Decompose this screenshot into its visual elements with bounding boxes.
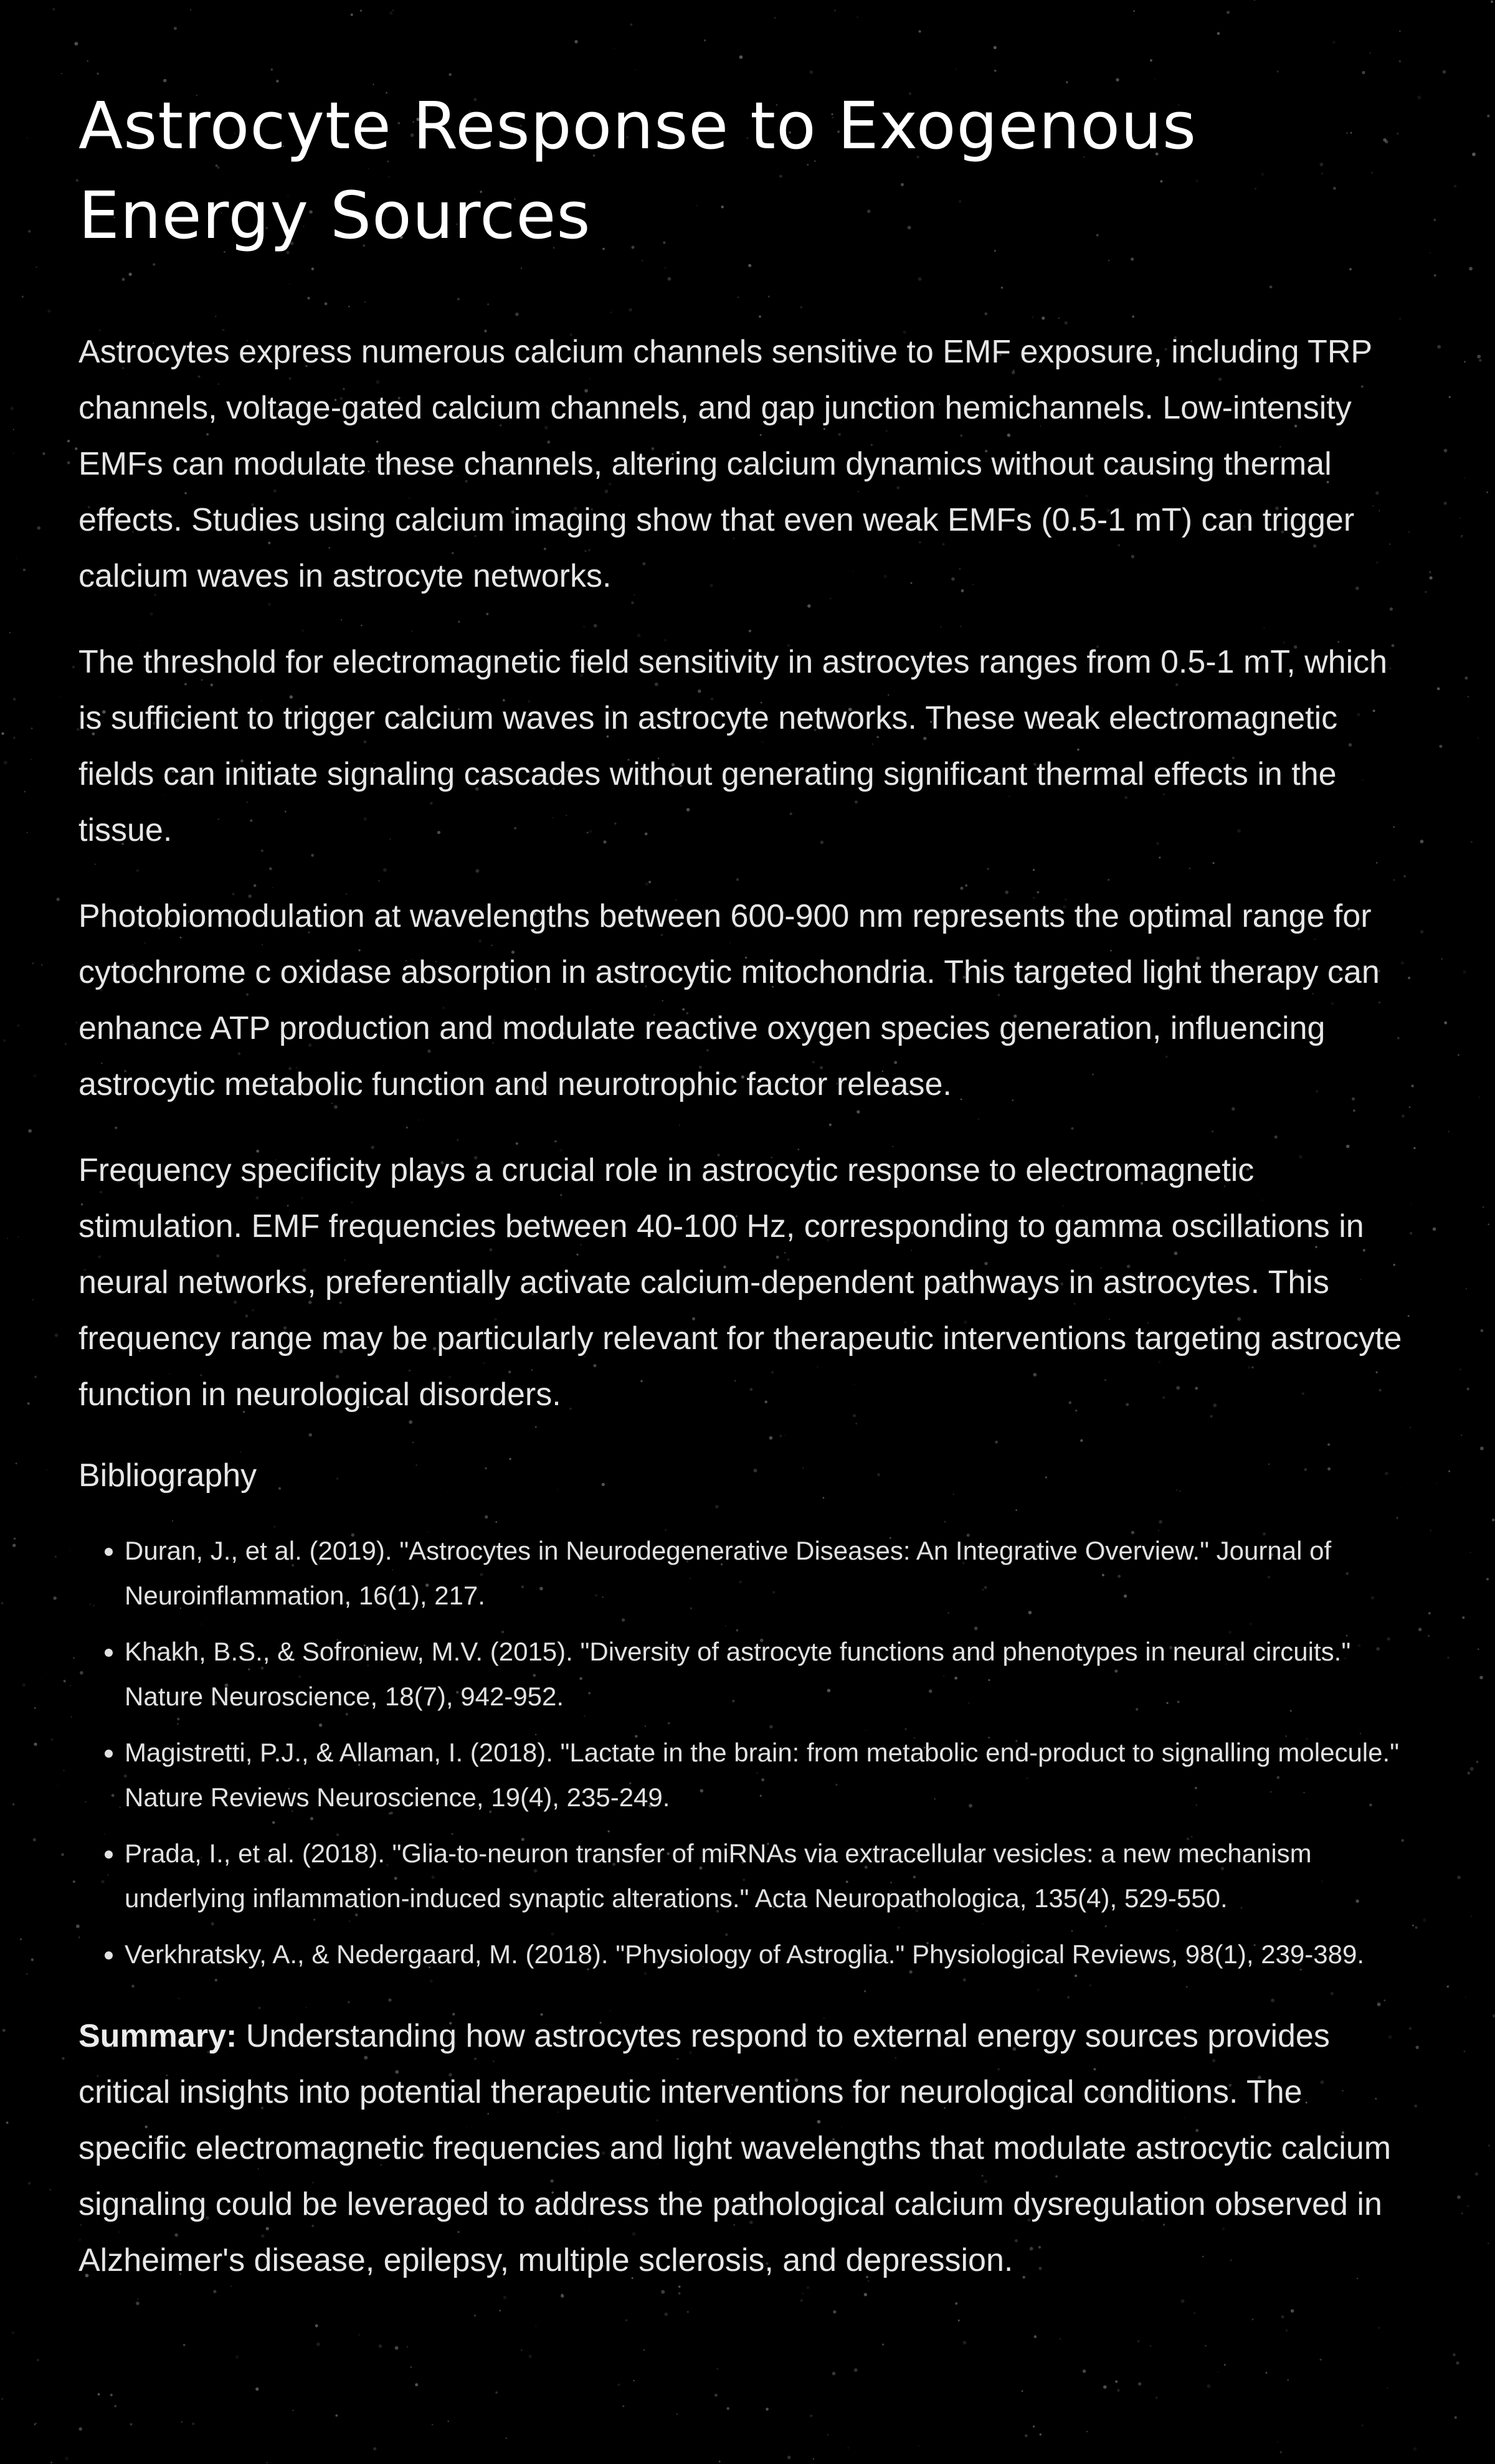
star-speck <box>1437 345 1441 349</box>
star-speck <box>1060 2338 1061 2339</box>
star-speck <box>1103 2386 1107 2389</box>
star-speck <box>1430 1530 1431 1532</box>
star-speck <box>1420 930 1424 934</box>
star-speck <box>1034 2335 1037 2338</box>
star-speck <box>27 137 28 138</box>
star-speck <box>1150 2345 1152 2347</box>
star-speck <box>1463 1434 1464 1435</box>
star-speck <box>50 2462 52 2463</box>
star-speck <box>23 569 26 571</box>
star-speck <box>2 2029 6 2032</box>
star-speck <box>1286 2329 1288 2331</box>
star-speck <box>1441 959 1443 960</box>
star-speck <box>65 2457 69 2460</box>
star-speck <box>1464 2050 1466 2052</box>
star-speck <box>1086 2431 1088 2432</box>
star-speck <box>1461 2213 1463 2214</box>
star-speck <box>69 1550 70 1551</box>
star-speck <box>1207 2384 1211 2388</box>
star-speck <box>26 1973 28 1975</box>
star-speck <box>810 2415 812 2417</box>
star-speck <box>1467 2206 1468 2207</box>
star-speck <box>22 1683 26 1687</box>
star-speck <box>1434 274 1436 277</box>
star-speck <box>335 2414 338 2417</box>
star-speck <box>1483 1206 1484 1208</box>
star-speck <box>1150 59 1152 62</box>
star-speck <box>64 1680 66 1682</box>
star-speck <box>1478 737 1479 739</box>
star-speck <box>1436 1482 1438 1484</box>
star-speck <box>1459 1369 1461 1370</box>
summary-text: Understanding how astrocytes respond to external energy sources provides critical insights into potential therapeutic interventions for neurological conditions. The specific electromagnetic frequencies and light wavelengths that modulate astrocytic calcium signaling could be leveraged to address the pathological calcium dysregulation observed in Alzheimer's disease, epilepsy, multiple sclerosis, and depression. <box>78 2018 1392 2278</box>
star-speck <box>50 1738 54 1741</box>
star-speck <box>1456 2361 1459 2365</box>
star-speck <box>1370 52 1371 54</box>
star-speck <box>1217 2372 1218 2373</box>
star-speck <box>98 2393 100 2395</box>
star-speck <box>1470 1552 1471 1553</box>
star-speck <box>1442 70 1446 73</box>
star-speck <box>1475 2173 1478 2176</box>
star-speck <box>813 2458 814 2460</box>
star-speck <box>1137 2340 1140 2343</box>
star-speck <box>766 2408 769 2411</box>
star-speck <box>32 1299 34 1301</box>
star-speck <box>1362 2425 1364 2427</box>
star-speck <box>34 1743 37 1746</box>
star-speck <box>72 666 75 668</box>
star-speck <box>235 2356 239 2359</box>
star-speck <box>625 2319 627 2321</box>
star-speck <box>78 2427 82 2431</box>
star-speck <box>574 40 577 43</box>
star-speck <box>7 1238 8 1239</box>
star-speck <box>33 1074 36 1077</box>
star-speck <box>130 2423 132 2425</box>
article <box>78 81 1417 2318</box>
star-speck <box>617 2384 620 2386</box>
star-speck <box>1252 2318 1254 2320</box>
star-speck <box>1444 449 1448 453</box>
star-speck <box>73 1657 74 1659</box>
star-speck <box>1491 1 1493 3</box>
star-speck <box>854 2368 858 2372</box>
star-speck <box>1464 361 1466 362</box>
star-speck <box>716 2368 718 2369</box>
star-speck <box>73 1880 75 1883</box>
star-speck <box>1471 841 1473 843</box>
star-speck <box>1459 518 1461 519</box>
star-speck <box>9 632 11 633</box>
star-speck <box>360 10 362 12</box>
star-speck <box>448 73 452 76</box>
star-speck <box>16 1462 17 1464</box>
star-speck <box>1430 252 1431 254</box>
star-speck <box>810 70 814 74</box>
star-speck <box>1 1602 3 1604</box>
star-speck <box>55 1556 57 1558</box>
star-speck <box>994 70 997 72</box>
star-speck <box>13 429 14 430</box>
star-speck <box>1399 31 1401 32</box>
star-speck <box>676 2414 678 2415</box>
star-speck <box>1457 1875 1461 1879</box>
star-speck <box>110 2394 113 2396</box>
star-speck <box>535 2325 537 2327</box>
star-speck <box>1156 2397 1158 2399</box>
star-speck <box>61 73 62 74</box>
star-speck <box>1486 1578 1489 1580</box>
star-speck <box>60 697 61 698</box>
star-speck <box>1454 185 1457 188</box>
star-speck <box>27 1402 30 1405</box>
star-speck <box>292 2410 293 2411</box>
star-speck <box>1320 2359 1322 2361</box>
star-speck <box>1492 1519 1494 1521</box>
star-speck <box>1428 1635 1430 1637</box>
star-speck <box>1254 0 1255 1</box>
star-speck <box>55 1334 59 1337</box>
star-speck <box>63 1770 64 1771</box>
star-speck <box>1287 2379 1288 2381</box>
star-speck <box>1433 1227 1436 1231</box>
star-speck <box>1040 2433 1042 2436</box>
star-speck <box>37 2359 39 2361</box>
star-speck <box>1444 1021 1447 1025</box>
star-speck <box>70 1685 71 1686</box>
star-speck <box>919 30 921 32</box>
star-speck <box>1 2398 3 2400</box>
star-speck <box>53 1596 57 1600</box>
star-speck <box>56 898 59 901</box>
star-speck <box>1154 78 1156 80</box>
star-speck <box>24 791 26 793</box>
star-speck <box>1227 11 1230 14</box>
star-speck <box>1224 2364 1226 2366</box>
star-speck <box>57 1785 58 1786</box>
star-speck <box>13 453 14 454</box>
star-speck <box>1217 32 1220 35</box>
star-speck <box>963 2341 967 2344</box>
star-speck <box>1138 2382 1141 2386</box>
star-speck <box>1280 2451 1282 2453</box>
bibliography-item: • Khakh, B.S., & Sofroniew, M.V. (2015). "Diversity of astrocyte functions and phenotypes in neural circuits." Nature Neuroscience, 18(7), 942-952. <box>125 1629 1417 1719</box>
star-speck <box>1464 676 1468 680</box>
star-speck <box>848 2447 849 2448</box>
star-speck <box>395 2346 399 2350</box>
star-speck <box>1033 2425 1035 2427</box>
star-speck <box>1468 1771 1470 1774</box>
star-speck <box>1458 1054 1459 1056</box>
star-speck <box>1479 359 1481 361</box>
star-speck <box>739 55 743 59</box>
star-speck <box>1453 2353 1456 2356</box>
star-speck <box>316 2343 320 2346</box>
bibliography-item: • Magistretti, P.J., & Allaman, I. (2018). "Lactate in the brain: from metabolic end-product to signalling molecule." Nature Reviews Neuroscience, 19(4), 235-249. <box>125 1730 1417 1820</box>
star-speck <box>76 1022 77 1023</box>
star-speck <box>1457 2196 1461 2199</box>
star-speck <box>174 27 177 30</box>
star-speck <box>1117 2389 1119 2392</box>
star-speck <box>827 2434 828 2435</box>
star-speck <box>27 832 28 833</box>
star-speck <box>1448 1471 1450 1472</box>
star-speck <box>1025 2434 1028 2437</box>
star-speck <box>1472 153 1476 156</box>
star-speck <box>28 2182 31 2184</box>
star-speck <box>183 2344 186 2346</box>
star-speck <box>1428 1612 1431 1614</box>
star-speck <box>1433 219 1436 221</box>
star-speck <box>71 1717 72 1718</box>
star-speck <box>34 1707 36 1709</box>
star-speck <box>643 2349 645 2351</box>
star-speck <box>1488 2144 1491 2147</box>
star-speck <box>17 1025 20 1027</box>
star-speck <box>373 2447 376 2450</box>
star-speck <box>1469 267 1473 270</box>
star-speck <box>1444 502 1447 505</box>
star-speck <box>1477 355 1481 359</box>
paragraph-frequency-specificity: Frequency specificity plays a crucial role in astrocytic response to electromagnetic stimulation. EMF frequencies between 40-100 Hz, corresponding to gamma oscillations in neural networks, preferentially activate calcium-dependent pathways in astrocytes. This frequency range may be particularly relevant for therapeutic interventions targeting astrocyte function in neurological disorders. <box>78 1152 1402 1413</box>
star-speck <box>13 737 15 739</box>
star-speck <box>87 60 88 62</box>
star-speck <box>34 2424 36 2425</box>
star-speck <box>1464 477 1466 479</box>
star-speck <box>1476 1761 1478 1763</box>
star-speck <box>1439 745 1442 748</box>
star-speck <box>1493 2014 1495 2017</box>
star-speck <box>714 2394 718 2397</box>
bibliography-item: • Prada, I., et al. (2018). "Glia-to-neuron transfer of miRNAs via extracellular vesicles: a new mechanism underlying inflammation-induced synaptic alterations." Acta Neuropathologica, 135(4), 529-550. <box>125 1831 1417 1921</box>
star-speck <box>351 14 353 16</box>
star-speck <box>1277 2441 1278 2442</box>
star-speck <box>46 1469 48 1471</box>
star-speck <box>857 17 858 18</box>
star-speck <box>17 1236 19 1238</box>
star-speck <box>1398 60 1401 63</box>
star-speck <box>67 461 70 464</box>
bibliography-item: • Duran, J., et al. (2019). "Astrocytes in Neurodegenerative Diseases: An Integrative Overview." Journal of Neuroinflammation, 16(1), 217. <box>125 1528 1417 1618</box>
star-speck <box>635 69 636 70</box>
star-speck <box>834 9 836 11</box>
star-speck <box>1423 1918 1426 1922</box>
star-speck <box>358 2334 360 2336</box>
star-speck <box>1488 2243 1489 2245</box>
page-title: Astrocyte Response to Exogenous Energy Sources <box>78 88 1197 254</box>
star-speck <box>1437 687 1440 690</box>
star-speck <box>1022 2390 1023 2392</box>
star-speck <box>49 2189 51 2191</box>
star-speck <box>34 1376 37 1378</box>
star-speck <box>1425 591 1426 593</box>
star-speck <box>1205 2345 1206 2346</box>
star-speck <box>75 447 77 450</box>
star-speck <box>20 1938 22 1940</box>
star-speck <box>918 2445 919 2447</box>
star-speck <box>1133 10 1135 12</box>
star-speck <box>271 69 273 71</box>
star-speck <box>97 73 98 75</box>
star-speck <box>12 1543 16 1547</box>
bibliography-heading: Bibliography <box>78 1457 257 1494</box>
paragraph-photobiomodulation: Photobiomodulation at wavelengths between 600-900 nm represents the optimal range for cytochrome c oxidase absorption in astrocytic mitochondria. This targeted light therapy can enhance ATP production and modulate reactive oxygen species generation, influencing astrocytic metabolic function and neurotrophic factor release. <box>78 898 1380 1102</box>
bibliography-list <box>78 1528 1417 1977</box>
summary-label: Summary: <box>78 2018 237 2054</box>
star-speck <box>392 10 394 11</box>
star-speck <box>41 1678 42 1679</box>
star-speck <box>1429 571 1431 574</box>
star-speck <box>506 2438 507 2439</box>
summary-paragraph <box>78 2008 1417 2288</box>
star-speck <box>315 2324 318 2328</box>
star-speck <box>1468 696 1469 698</box>
star-speck <box>633 2380 634 2381</box>
star-speck <box>1362 71 1365 74</box>
star-speck <box>47 310 50 313</box>
star-speck <box>192 2423 194 2425</box>
star-speck <box>1455 2416 1457 2419</box>
star-speck <box>1460 536 1462 538</box>
star-speck <box>882 2344 884 2346</box>
star-speck <box>1447 1657 1450 1659</box>
star-speck <box>33 1838 36 1841</box>
star-speck <box>1115 2381 1118 2383</box>
star-speck <box>28 230 31 233</box>
star-speck <box>994 46 997 49</box>
star-speck <box>614 48 615 49</box>
star-speck <box>41 964 42 965</box>
star-speck <box>1478 1096 1479 1097</box>
star-speck <box>1466 1288 1467 1289</box>
star-speck <box>630 24 632 26</box>
star-speck <box>31 759 32 760</box>
star-speck <box>267 2462 268 2463</box>
star-speck <box>36 267 37 268</box>
star-speck <box>1478 1649 1479 1651</box>
star-speck <box>495 2391 498 2394</box>
star-speck <box>16 558 17 559</box>
star-speck <box>1487 115 1490 118</box>
star-speck <box>255 2387 259 2391</box>
star-speck <box>726 2407 729 2410</box>
star-speck <box>4 761 7 764</box>
star-speck <box>407 2346 408 2348</box>
star-speck <box>379 2344 382 2348</box>
star-speck <box>6 2121 9 2124</box>
star-speck <box>956 69 957 70</box>
star-speck <box>1277 70 1279 72</box>
star-speck <box>12 2331 14 2334</box>
star-speck <box>719 2460 721 2462</box>
star-speck <box>1413 2447 1417 2451</box>
star-speck <box>10 407 14 410</box>
star-speck <box>787 2456 790 2459</box>
star-speck <box>1449 396 1451 398</box>
star-speck <box>704 39 706 41</box>
star-speck <box>22 296 24 298</box>
star-speck <box>447 2420 449 2422</box>
star-speck <box>622 2405 624 2407</box>
star-speck <box>1486 491 1488 493</box>
paragraph-emf-channels: Astrocytes express numerous calcium channels sensitive to EMF exposure, including TRP channels, voltage-gated calcium channels, and gap junction hemichannels. Low-intensity EMFs can modulate these channels, altering calcium dynamics without causing thermal effects. Studies using calcium imaging show that even weak EMFs (0.5-1 mT) can trigger calcium waves in astrocyte networks. <box>78 334 1372 594</box>
star-speck <box>52 8 55 11</box>
star-speck <box>32 962 34 964</box>
star-speck <box>42 452 45 455</box>
star-speck <box>3 1039 6 1041</box>
star-speck <box>432 2424 433 2425</box>
star-speck <box>832 2372 836 2376</box>
star-speck <box>389 11 392 14</box>
star-speck <box>1083 2369 1086 2373</box>
star-speck <box>521 2349 522 2351</box>
star-speck <box>1430 576 1433 579</box>
star-speck <box>37 526 41 530</box>
star-speck <box>1418 1628 1422 1631</box>
star-speck <box>12 1803 14 1805</box>
star-speck <box>1379 2327 1380 2328</box>
star-speck <box>1266 2372 1268 2374</box>
star-speck <box>1466 1388 1469 1390</box>
star-speck <box>1481 1329 1484 1332</box>
star-speck <box>1480 1447 1484 1451</box>
star-speck <box>410 2366 412 2368</box>
star-speck <box>1479 1675 1483 1679</box>
star-speck <box>1 732 4 736</box>
star-speck <box>1332 41 1336 44</box>
star-speck <box>64 1043 67 1045</box>
star-speck <box>1387 2387 1388 2389</box>
star-speck <box>1463 970 1467 974</box>
bibliography-item: • Verkhratsky, A., & Nedergaard, M. (2018). "Physiology of Astroglia." Physiological Reviews, 98(1), 239-389. <box>125 1932 1417 1977</box>
star-speck <box>181 2421 183 2422</box>
star-speck <box>1420 840 1423 843</box>
star-speck <box>28 1129 32 1133</box>
star-speck <box>1470 1767 1474 1771</box>
star-speck <box>1462 1616 1464 1619</box>
star-speck <box>1465 1997 1466 1998</box>
star-speck <box>1447 1986 1449 1988</box>
star-speck <box>14 1538 16 1540</box>
paragraph-emf-threshold: The threshold for electromagnetic field sensitivity in astrocytes ranges from 0.5-1 mT, which is sufficient to trigger calcium waves in astrocyte networks. These weak electromagnetic fields can initiate signaling cascades without generating significant thermal effects in the tissue. <box>78 644 1388 848</box>
star-speck <box>75 42 78 45</box>
star-speck <box>36 2423 37 2424</box>
star-speck <box>1417 96 1421 100</box>
star-speck <box>115 2405 116 2407</box>
star-speck <box>190 9 191 11</box>
star-speck <box>1461 1434 1462 1436</box>
star-speck <box>67 440 70 442</box>
star-speck <box>31 1958 34 1961</box>
star-speck <box>1448 1131 1449 1132</box>
star-speck <box>958 2319 960 2321</box>
star-speck <box>1488 1223 1489 1225</box>
star-speck <box>31 727 32 729</box>
star-speck <box>13 698 16 701</box>
star-speck <box>62 2057 64 2060</box>
star-speck <box>529 2355 532 2358</box>
star-speck <box>1470 1915 1472 1917</box>
star-speck <box>61 1853 64 1856</box>
star-speck <box>774 17 776 19</box>
star-speck <box>415 2383 418 2386</box>
